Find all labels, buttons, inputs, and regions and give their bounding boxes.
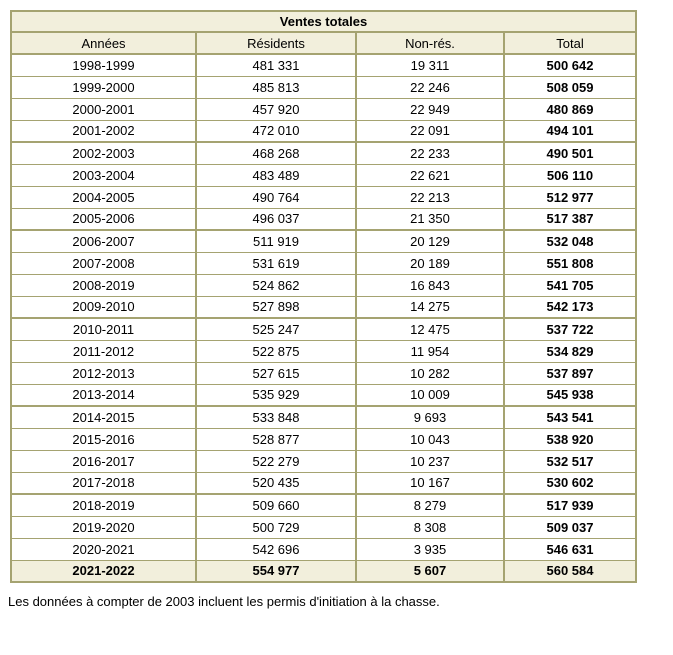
non-residents-cell: 22 246 (356, 76, 504, 98)
table-header-row (11, 32, 636, 54)
year-cell: 2000-2001 (11, 98, 196, 120)
year-cell: 2006-2007 (11, 230, 196, 252)
table-row (11, 296, 636, 318)
total-cell: 534 829 (504, 340, 636, 362)
row-group (11, 142, 636, 230)
table-row (11, 340, 636, 362)
total-cell: 506 110 (504, 164, 636, 186)
column-header-residents: Résidents (196, 32, 356, 54)
table-row (11, 450, 636, 472)
total-cell: 546 631 (504, 538, 636, 560)
row-group (11, 318, 636, 406)
footnote: Les données à compter de 2003 incluent les permis d'initiation à la chasse. (8, 594, 440, 609)
year-cell: 2009-2010 (11, 296, 196, 318)
residents-cell: 457 920 (196, 98, 356, 120)
non-residents-cell: 20 129 (356, 230, 504, 252)
table-row (11, 318, 636, 340)
non-residents-cell: 22 233 (356, 142, 504, 164)
table-row (11, 230, 636, 252)
column-header-total: Total (504, 32, 636, 54)
year-cell: 2019-2020 (11, 516, 196, 538)
residents-cell: 490 764 (196, 186, 356, 208)
non-residents-cell: 22 213 (356, 186, 504, 208)
non-residents-cell: 10 282 (356, 362, 504, 384)
total-cell: 542 173 (504, 296, 636, 318)
non-residents-cell: 14 275 (356, 296, 504, 318)
residents-cell: 500 729 (196, 516, 356, 538)
table-row (11, 428, 636, 450)
row-group (11, 494, 636, 582)
residents-cell: 533 848 (196, 406, 356, 428)
non-residents-cell: 22 621 (356, 164, 504, 186)
table-row (11, 98, 636, 120)
residents-cell: 524 862 (196, 274, 356, 296)
non-residents-cell: 10 043 (356, 428, 504, 450)
residents-cell: 527 615 (196, 362, 356, 384)
total-cell: 500 642 (504, 54, 636, 76)
table-row (11, 384, 636, 406)
year-cell: 2011-2012 (11, 340, 196, 362)
table-row (11, 560, 636, 582)
non-residents-cell: 10 009 (356, 384, 504, 406)
non-residents-cell: 20 189 (356, 252, 504, 274)
total-cell: 490 501 (504, 142, 636, 164)
residents-cell: 528 877 (196, 428, 356, 450)
residents-cell: 542 696 (196, 538, 356, 560)
non-residents-cell: 3 935 (356, 538, 504, 560)
total-cell: 509 037 (504, 516, 636, 538)
total-cell: 517 387 (504, 208, 636, 230)
total-cell: 530 602 (504, 472, 636, 494)
table-row (11, 54, 636, 76)
row-group (11, 54, 636, 142)
year-cell: 2002-2003 (11, 142, 196, 164)
year-cell: 2003-2004 (11, 164, 196, 186)
year-cell: 2010-2011 (11, 318, 196, 340)
total-cell: 537 897 (504, 362, 636, 384)
year-cell: 2004-2005 (11, 186, 196, 208)
year-cell: 2007-2008 (11, 252, 196, 274)
year-cell: 2016-2017 (11, 450, 196, 472)
total-cell: 494 101 (504, 120, 636, 142)
table-row (11, 516, 636, 538)
total-cell: 517 939 (504, 494, 636, 516)
total-cell: 480 869 (504, 98, 636, 120)
non-residents-cell: 11 954 (356, 340, 504, 362)
residents-cell: 472 010 (196, 120, 356, 142)
total-cell: 538 920 (504, 428, 636, 450)
residents-cell: 520 435 (196, 472, 356, 494)
residents-cell: 509 660 (196, 494, 356, 516)
non-residents-cell: 16 843 (356, 274, 504, 296)
residents-cell: 468 268 (196, 142, 356, 164)
non-residents-cell: 22 091 (356, 120, 504, 142)
non-residents-cell: 5 607 (356, 560, 504, 582)
year-cell: 2014-2015 (11, 406, 196, 428)
table-row (11, 164, 636, 186)
row-group (11, 230, 636, 318)
total-cell: 541 705 (504, 274, 636, 296)
non-residents-cell: 10 237 (356, 450, 504, 472)
residents-cell: 522 875 (196, 340, 356, 362)
table-row (11, 406, 636, 428)
non-residents-cell: 12 475 (356, 318, 504, 340)
table-row (11, 142, 636, 164)
column-header-non-res: Non-rés. (356, 32, 504, 54)
total-cell: 545 938 (504, 384, 636, 406)
residents-cell: 511 919 (196, 230, 356, 252)
year-cell: 2012-2013 (11, 362, 196, 384)
row-group (11, 406, 636, 494)
year-cell: 2021-2022 (11, 560, 196, 582)
table-row (11, 208, 636, 230)
residents-cell: 531 619 (196, 252, 356, 274)
residents-cell: 483 489 (196, 164, 356, 186)
table-row (11, 494, 636, 516)
non-residents-cell: 8 308 (356, 516, 504, 538)
year-cell: 2008-2019 (11, 274, 196, 296)
total-cell: 532 517 (504, 450, 636, 472)
table-title: Ventes totales (11, 11, 636, 32)
non-residents-cell: 10 167 (356, 472, 504, 494)
year-cell: 1998-1999 (11, 54, 196, 76)
ventes-totales-table (10, 10, 637, 583)
year-cell: 2013-2014 (11, 384, 196, 406)
residents-cell: 522 279 (196, 450, 356, 472)
table-row (11, 186, 636, 208)
year-cell: 2018-2019 (11, 494, 196, 516)
residents-cell: 525 247 (196, 318, 356, 340)
year-cell: 2017-2018 (11, 472, 196, 494)
year-cell: 2005-2006 (11, 208, 196, 230)
total-cell: 543 541 (504, 406, 636, 428)
total-cell: 512 977 (504, 186, 636, 208)
total-cell: 508 059 (504, 76, 636, 98)
total-cell: 532 048 (504, 230, 636, 252)
year-cell: 2001-2002 (11, 120, 196, 142)
table-row (11, 362, 636, 384)
table-row (11, 274, 636, 296)
year-cell: 1999-2000 (11, 76, 196, 98)
table-row (11, 252, 636, 274)
year-cell: 2015-2016 (11, 428, 196, 450)
non-residents-cell: 21 350 (356, 208, 504, 230)
year-cell: 2020-2021 (11, 538, 196, 560)
column-header-annees: Années (11, 32, 196, 54)
total-cell: 551 808 (504, 252, 636, 274)
non-residents-cell: 9 693 (356, 406, 504, 428)
table-row (11, 538, 636, 560)
residents-cell: 527 898 (196, 296, 356, 318)
table-row (11, 472, 636, 494)
residents-cell: 481 331 (196, 54, 356, 76)
total-cell: 560 584 (504, 560, 636, 582)
non-residents-cell: 8 279 (356, 494, 504, 516)
non-residents-cell: 22 949 (356, 98, 504, 120)
residents-cell: 554 977 (196, 560, 356, 582)
total-cell: 537 722 (504, 318, 636, 340)
residents-cell: 496 037 (196, 208, 356, 230)
table-title-row (11, 11, 636, 32)
table-row (11, 76, 636, 98)
residents-cell: 535 929 (196, 384, 356, 406)
table-row (11, 120, 636, 142)
non-residents-cell: 19 311 (356, 54, 504, 76)
residents-cell: 485 813 (196, 76, 356, 98)
